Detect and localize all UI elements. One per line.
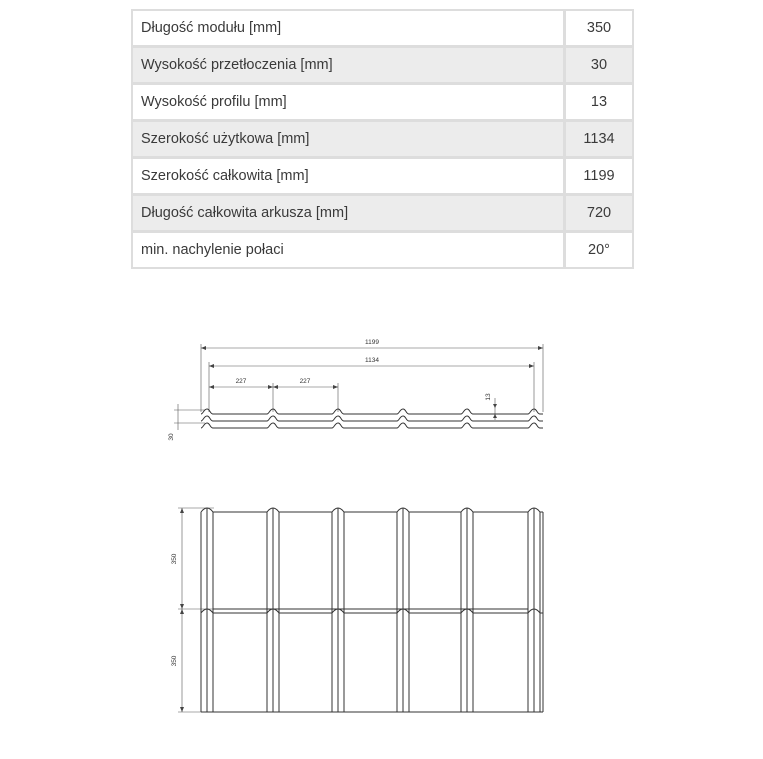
spec-label: Szerokość całkowita [mm]: [133, 159, 563, 196]
module-length-label-1: 350: [171, 553, 178, 565]
cross-section-view: [168, 339, 543, 441]
spec-value: 20°: [563, 233, 632, 267]
tile-plan-outline: [201, 508, 543, 712]
pitch-label-2: 227: [299, 378, 311, 385]
spec-label: min. nachylenie połaci: [133, 233, 563, 267]
spec-value: 350: [563, 11, 632, 48]
spec-label: Długość modułu [mm]: [133, 11, 563, 48]
plan-view: [171, 508, 543, 712]
profile-height-label: 13: [485, 393, 492, 401]
spec-label: Długość całkowita arkusza [mm]: [133, 196, 563, 233]
spec-value: 13: [563, 85, 632, 122]
total-width-label: 1199: [365, 339, 379, 346]
spec-value: 1134: [563, 122, 632, 159]
tile-profile-lines: [201, 409, 543, 428]
pitch-label-1: 227: [235, 378, 247, 385]
spec-label: Wysokość przetłoczenia [mm]: [133, 48, 563, 85]
step-height-label: 30: [168, 433, 175, 441]
spec-value: 720: [563, 196, 632, 233]
spec-value: 30: [563, 48, 632, 85]
spec-label: Wysokość profilu [mm]: [133, 85, 563, 122]
useful-width-label: 1134: [365, 357, 379, 364]
spec-label: Szerokość użytkowa [mm]: [133, 122, 563, 159]
spec-value: 1199: [563, 159, 632, 196]
module-length-label-2: 350: [171, 655, 178, 667]
